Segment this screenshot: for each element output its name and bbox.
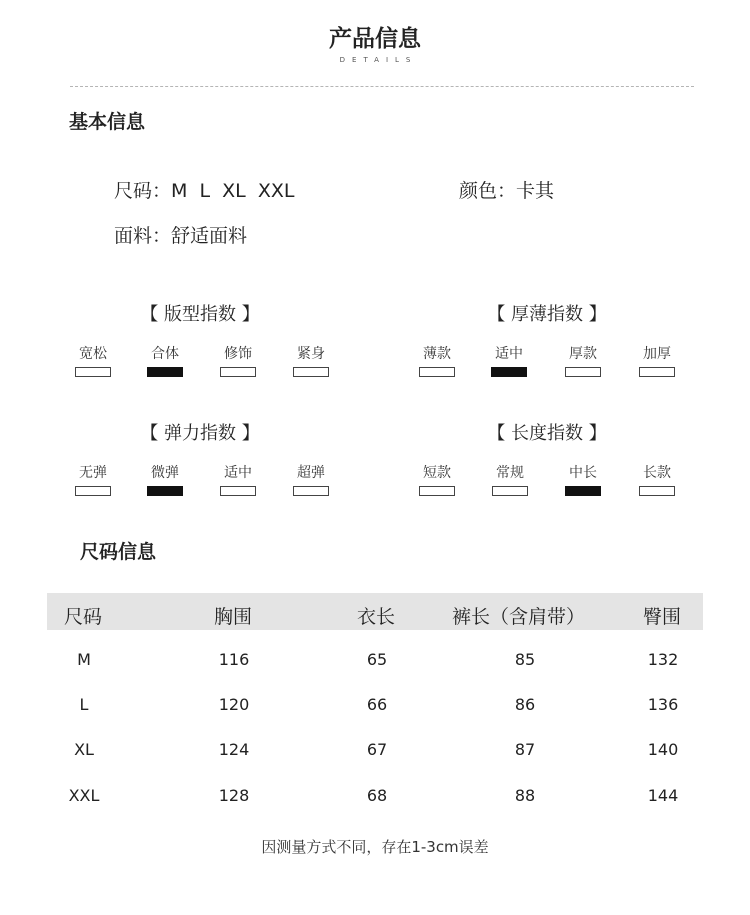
- option-indicator: [419, 486, 455, 496]
- column-header-hip: 臀围: [643, 606, 682, 628]
- option-indicator: [220, 367, 256, 377]
- elasticity-option: [218, 463, 258, 496]
- option-label: 长款: [643, 465, 671, 481]
- option-label: 常规: [496, 465, 524, 481]
- table-cell: 67: [366, 740, 388, 759]
- option-indicator: [565, 486, 601, 496]
- option-label: 紧身: [297, 346, 325, 362]
- size-info-heading: 尺码信息: [80, 541, 157, 563]
- option-indicator: [147, 486, 183, 496]
- thickness-option: [489, 344, 529, 377]
- basic-info-heading: 基本信息: [69, 111, 146, 133]
- option-label: 中长: [569, 465, 597, 481]
- column-header-chest: 胸围: [214, 606, 253, 628]
- option-label: 合体: [151, 346, 179, 362]
- column-header-size: 尺码: [64, 606, 103, 628]
- thickness-option: [637, 344, 677, 377]
- elasticity-option: [291, 463, 331, 496]
- fit-option: [145, 344, 185, 377]
- option-label: 无弹: [79, 465, 107, 481]
- option-label: 适中: [495, 346, 523, 362]
- elasticity-index-title: 【 弹力指数 】: [140, 423, 260, 444]
- option-label: 修饰: [224, 346, 252, 362]
- table-cell: 88: [514, 786, 536, 805]
- option-indicator: [75, 367, 111, 377]
- thickness-option: [417, 344, 457, 377]
- option-label: 超弹: [297, 465, 325, 481]
- table-cell: XL: [74, 740, 94, 759]
- color-info-text: 颜色：卡其: [459, 180, 555, 202]
- length-option: [490, 463, 530, 496]
- table-cell: 66: [366, 695, 388, 714]
- option-label: 薄款: [423, 346, 451, 362]
- fit-option: [218, 344, 258, 377]
- option-label: 适中: [224, 465, 252, 481]
- table-cell: XXL: [68, 786, 100, 805]
- option-label: 宽松: [79, 346, 107, 362]
- fabric-info-text: 面料：舒适面料: [114, 225, 248, 247]
- table-cell: 124: [218, 740, 250, 759]
- table-cell: 87: [514, 740, 536, 759]
- option-indicator: [293, 367, 329, 377]
- length-index-title: 【 长度指数 】: [487, 423, 607, 444]
- table-cell: 116: [218, 650, 250, 669]
- fit-index-title: 【 版型指数 】: [140, 304, 260, 325]
- table-cell: 144: [647, 786, 679, 805]
- table-cell: 85: [514, 650, 536, 669]
- column-header-length: 衣长: [357, 606, 396, 628]
- elasticity-option: [145, 463, 185, 496]
- page-title: 产品信息: [329, 26, 421, 52]
- option-label: 微弹: [151, 465, 179, 481]
- option-label: 加厚: [643, 346, 671, 362]
- table-cell: 132: [647, 650, 679, 669]
- table-cell: 68: [366, 786, 388, 805]
- length-option: [637, 463, 677, 496]
- column-header-pants-length: 裤长（含肩带）: [452, 606, 586, 628]
- size-info-text: 尺码：M L XL XXL: [114, 180, 295, 202]
- page-subtitle: DETAILS: [339, 56, 418, 64]
- table-cell: 120: [218, 695, 250, 714]
- table-cell: 136: [647, 695, 679, 714]
- table-cell: 65: [366, 650, 388, 669]
- table-cell: M: [77, 650, 91, 669]
- option-indicator: [639, 486, 675, 496]
- table-cell: 86: [514, 695, 536, 714]
- divider: [70, 86, 694, 87]
- elasticity-option: [73, 463, 113, 496]
- option-indicator: [75, 486, 111, 496]
- option-indicator: [639, 367, 675, 377]
- thickness-index-title: 【 厚薄指数 】: [487, 304, 607, 325]
- table-cell: L: [79, 695, 89, 714]
- table-cell: 140: [647, 740, 679, 759]
- fit-option: [291, 344, 331, 377]
- length-option: [563, 463, 603, 496]
- option-indicator: [220, 486, 256, 496]
- length-option: [417, 463, 457, 496]
- option-label: 短款: [423, 465, 451, 481]
- table-cell: 128: [218, 786, 250, 805]
- fit-option: [73, 344, 113, 377]
- measurement-note: 因测量方式不同，存在1-3cm误差: [261, 838, 489, 856]
- option-indicator: [147, 367, 183, 377]
- option-indicator: [565, 367, 601, 377]
- option-indicator: [491, 367, 527, 377]
- option-indicator: [492, 486, 528, 496]
- option-label: 厚款: [569, 346, 597, 362]
- thickness-option: [563, 344, 603, 377]
- option-indicator: [293, 486, 329, 496]
- option-indicator: [419, 367, 455, 377]
